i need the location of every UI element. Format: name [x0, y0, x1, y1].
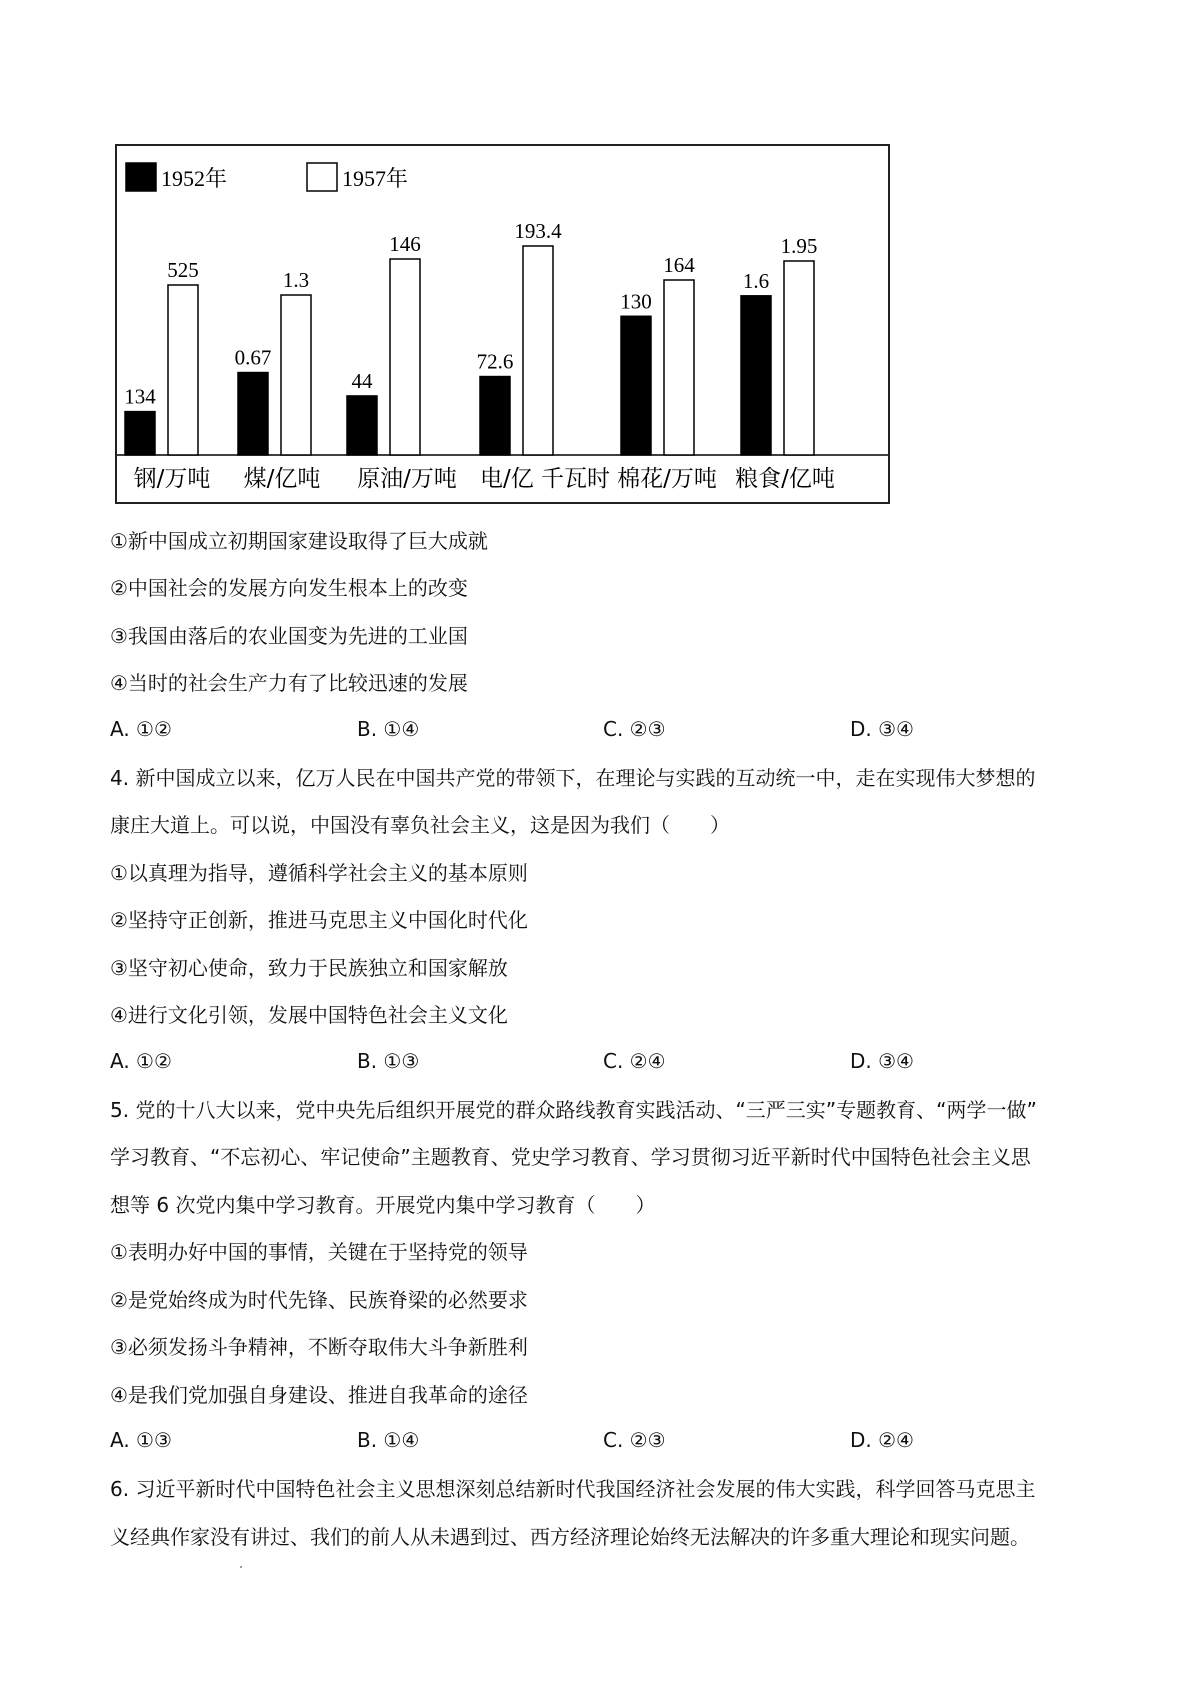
bar-label-1952-3: 72.6 — [476, 349, 514, 374]
bar-label-1952-4: 130 — [620, 289, 652, 314]
q5-option-c[interactable]: C. ②③ — [603, 1428, 666, 1452]
q4-option-a[interactable]: A. ①② — [110, 1049, 172, 1073]
legend-swatch-1952 — [126, 163, 156, 191]
bar-1952-1 — [238, 373, 268, 455]
q3-option-b[interactable]: B. ①④ — [357, 717, 420, 741]
bar-1957-5 — [784, 261, 814, 455]
bar-label-1957-3: 193.4 — [514, 219, 562, 243]
bar-1952-0 — [125, 412, 155, 455]
bar-label-1952-2: 44 — [351, 368, 373, 393]
category-label-1: 煤/亿吨 — [243, 466, 321, 492]
q4-stem-line-2: 康庄大道上。可以说，中国没有辜负社会主义，这是因为我们（ ） — [110, 813, 730, 837]
q5-item-3: ③必须发扬斗争精神，不断夺取伟大斗争新胜利 — [110, 1335, 528, 1359]
bar-1957-1 — [281, 295, 311, 455]
q5-option-b[interactable]: B. ①④ — [357, 1428, 420, 1452]
category-label-2: 原油/万吨 — [357, 466, 457, 492]
q6-stem-line-2: 义经典作家没有讲过、我们的前人从未遇到过、西方经济理论始终无法解决的许多重大理论和现实问题。 — [110, 1525, 1030, 1549]
q4-option-c[interactable]: C. ②④ — [603, 1049, 666, 1073]
q3-item-2: ②中国社会的发展方向发生根本上的改变 — [110, 576, 468, 600]
q4-item-1: ①以真理为指导，遵循科学社会主义的基本原则 — [110, 861, 528, 885]
legend-label-1952: 1952年 — [161, 166, 228, 191]
q3-item-1: ①新中国成立初期国家建设取得了巨大成就 — [110, 529, 488, 553]
q5-stem-line-3: 想等 6 次党内集中学习教育。开展党内集中学习教育（ ） — [110, 1193, 656, 1217]
bar-1957-0 — [168, 285, 198, 455]
bar-1957-2 — [390, 259, 420, 455]
q5-stem-line-2: 学习教育、“不忘初心、牢记使命”主题教育、党史学习教育、学习贯彻习近平新时代中国特色社会主义思 — [110, 1145, 1031, 1169]
bar-label-1952-5: 1.6 — [742, 268, 770, 293]
q4-item-2: ②坚持守正创新，推进马克思主义中国化时代化 — [110, 908, 528, 932]
q5-option-a[interactable]: A. ①③ — [110, 1428, 172, 1452]
chart-canvas — [117, 146, 888, 502]
q4-option-b[interactable]: B. ①③ — [357, 1049, 420, 1073]
q4-item-3: ③坚守初心使命，致力于民族独立和国家解放 — [110, 956, 508, 980]
q4-option-d[interactable]: D. ③④ — [850, 1049, 914, 1073]
bar-1957-4 — [664, 280, 694, 455]
q5-item-1: ①表明办好中国的事情，关键在于坚持党的领导 — [110, 1240, 528, 1264]
bar-1957-3 — [523, 246, 553, 455]
scan-speck — [240, 1566, 242, 1568]
bar-1952-3 — [480, 377, 510, 455]
q3-options — [110, 717, 1110, 745]
category-label-4: 棉花/万吨 — [617, 466, 717, 492]
bar-1952-5 — [741, 296, 771, 455]
q5-item-2: ②是党始终成为时代先锋、民族脊梁的必然要求 — [110, 1288, 528, 1312]
q6-stem-line-1: 6. 习近平新时代中国特色社会主义思想深刻总结新时代我国经济社会发展的伟大实践，科学回答马克思主 — [110, 1477, 1036, 1501]
q4-options — [110, 1049, 1110, 1077]
bar-label-1957-4: 164 — [663, 253, 695, 277]
q3-option-a[interactable]: A. ①② — [110, 717, 172, 741]
bar-label-1952-1: 0.67 — [234, 345, 272, 370]
q5-stem-line-1: 5. 党的十八大以来，党中央先后组织开展党的群众路线教育实践活动、“三严三实”专题教育、“两学一做” — [110, 1098, 1037, 1122]
bar-label-1957-0: 525 — [167, 258, 199, 282]
q4-item-4: ④进行文化引领，发展中国特色社会主义文化 — [110, 1003, 508, 1027]
bar-label-1957-2: 146 — [389, 232, 421, 256]
legend-label-1957: 1957年 — [342, 166, 409, 191]
legend-swatch-1957 — [307, 163, 337, 191]
bar-label-1957-1: 1.3 — [282, 268, 310, 292]
q3-item-3: ③我国由落后的农业国变为先进的工业国 — [110, 624, 468, 648]
category-label-0: 钢/万吨 — [133, 466, 211, 492]
q4-stem-line-1: 4. 新中国成立以来，亿万人民在中国共产党的带领下，在理论与实践的互动统一中，走在实现伟大梦想的 — [110, 766, 1036, 790]
q3-option-c[interactable]: C. ②③ — [603, 717, 666, 741]
q3-item-4: ④当时的社会生产力有了比较迅速的发展 — [110, 671, 468, 695]
bar-1952-4 — [621, 316, 651, 455]
production-bar-chart — [115, 144, 890, 504]
bar-label-1952-0: 134 — [124, 384, 156, 409]
category-label-3: 电/亿 千瓦时 — [479, 466, 611, 492]
q5-options — [110, 1428, 1110, 1456]
q5-option-d[interactable]: D. ②④ — [850, 1428, 914, 1452]
q5-item-4: ④是我们党加强自身建设、推进自我革命的途径 — [110, 1383, 528, 1407]
bar-label-1957-5: 1.95 — [780, 234, 818, 258]
q3-option-d[interactable]: D. ③④ — [850, 717, 914, 741]
category-label-5: 粮食/亿吨 — [735, 466, 835, 492]
bar-1952-2 — [347, 396, 377, 455]
